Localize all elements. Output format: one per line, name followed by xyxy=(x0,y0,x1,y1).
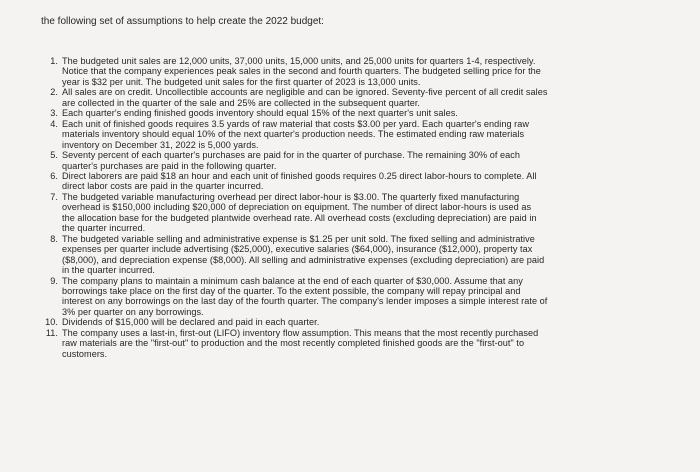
item-line: Notice that the company experiences peak sales in the second and fourth quarters. The budgeted selling price for the xyxy=(62,66,541,77)
item-line: borrowings take place on the first day of the quarter. To the extent possible, the company will repay principal and xyxy=(62,285,521,296)
item-line: Direct laborers are paid $18 an hour and each unit of finished goods requires 0.25 direct labor-hours to complete. All xyxy=(62,170,537,181)
list-item xyxy=(0,56,700,87)
item-number: 9. xyxy=(50,275,58,286)
item-line: raw materials are the "first-out" to production and the most recently completed finished goods are the "first-out" to xyxy=(62,338,525,349)
item-line: overhead is $150,000 including $20,000 of depreciation on equipment. The number of direct labor-hours is used as xyxy=(62,202,532,213)
item-line: Each unit of finished goods requires 3.5 yards of raw material that costs $3.00 per yard. Each quarter's ending raw xyxy=(62,118,530,129)
item-line: Dividends of $15,000 will be declared and paid in each quarter. xyxy=(62,317,320,328)
list-item xyxy=(0,192,700,234)
item-number: 10. xyxy=(45,317,58,328)
list-item xyxy=(0,317,700,327)
item-line: the quarter incurred. xyxy=(62,223,146,234)
item-text xyxy=(62,276,660,318)
item-line: year is $32 per unit. The budgeted unit sales for the first quarter of 2023 is 13,000 units. xyxy=(62,76,421,87)
item-line: interest on any borrowings on the last day of the fourth quarter. The company's lender imposes a simple interest rate of xyxy=(62,296,548,307)
item-number: 6. xyxy=(50,170,58,181)
item-text xyxy=(62,234,660,276)
item-text xyxy=(62,171,660,192)
item-line: The company uses a last-in, first-out (LIFO) inventory flow assumption. This means that the most recently purchased xyxy=(62,327,539,338)
list-item xyxy=(0,276,700,318)
list-item xyxy=(0,108,700,118)
item-line: The budgeted variable selling and administrative expense is $1.25 per unit sold. The fixed selling and administrative xyxy=(62,233,535,244)
item-number: 8. xyxy=(50,233,58,244)
item-line: quarter's purchases are paid in the following quarter. xyxy=(62,160,277,171)
list-item xyxy=(0,328,700,359)
item-text xyxy=(62,108,660,118)
item-line: are collected in the quarter of the sale and 25% are collected in the subsequent quarter. xyxy=(62,97,421,108)
item-number: 1. xyxy=(50,56,58,66)
item-text xyxy=(62,119,660,150)
item-line: inventory on December 31, 2022 is 5,000 yards. xyxy=(62,139,259,150)
item-line: All sales are on credit. Uncollectible accounts are negligible and can be ignored. Seventy-five percent of all credit sales xyxy=(62,87,548,98)
item-line: The budgeted variable manufacturing overhead per direct labor-hour is $3.00. The quarterly fixed manufacturing xyxy=(62,191,520,202)
item-text xyxy=(62,328,660,359)
item-line: materials inventory should equal 10% of the next quarter's production needs. The estimated ending raw materials xyxy=(62,129,525,140)
item-number: 3. xyxy=(50,108,58,119)
item-text xyxy=(62,87,660,108)
intro-text: the following set of assumptions to help create the 2022 budget: xyxy=(41,16,324,27)
item-line: Seventy percent of each quarter's purchases are paid for in the quarter of purchase. The remaining 30% of each xyxy=(62,150,521,161)
item-line: 3% per quarter on any borrowings. xyxy=(62,306,204,317)
item-text xyxy=(62,150,660,171)
item-line: direct labor costs are paid in the quarter incurred. xyxy=(62,181,264,192)
item-number: 4. xyxy=(50,118,58,129)
item-line: The budgeted unit sales are 12,000 units, 37,000 units, 15,000 units, and 25,000 units for quarters 1-4, respectively. xyxy=(62,56,536,66)
list-item xyxy=(0,171,700,192)
list-item xyxy=(0,87,700,108)
list-item xyxy=(0,119,700,150)
item-number: 2. xyxy=(50,87,58,98)
item-line: expenses per quarter include advertising ($25,000), executive salaries ($64,000), insurance ($12,000), property tax xyxy=(62,244,533,255)
assumptions-list xyxy=(0,56,700,359)
item-line: ($8,000), and depreciation expense ($8,000). All selling and administrative expenses (excluding depreciation) are paid xyxy=(62,254,545,265)
item-line: Each quarter's ending finished goods inventory should equal 15% of the next quarter's unit sales. xyxy=(62,108,458,119)
item-line: customers. xyxy=(62,348,108,359)
item-number: 5. xyxy=(50,150,58,161)
list-item xyxy=(0,234,700,276)
item-line: the allocation base for the budgeted plantwide overhead rate. All overhead costs (excluding depreciation) are paid in xyxy=(62,212,537,223)
item-text xyxy=(62,317,660,327)
item-text xyxy=(62,192,660,234)
item-number: 11. xyxy=(45,327,58,338)
item-line: in the quarter incurred. xyxy=(62,265,156,276)
list-item xyxy=(0,150,700,171)
item-text xyxy=(62,56,660,87)
item-number: 7. xyxy=(50,191,58,202)
item-line: The company plans to maintain a minimum cash balance at the end of each quarter of $30,000. Assume that any xyxy=(62,275,523,286)
